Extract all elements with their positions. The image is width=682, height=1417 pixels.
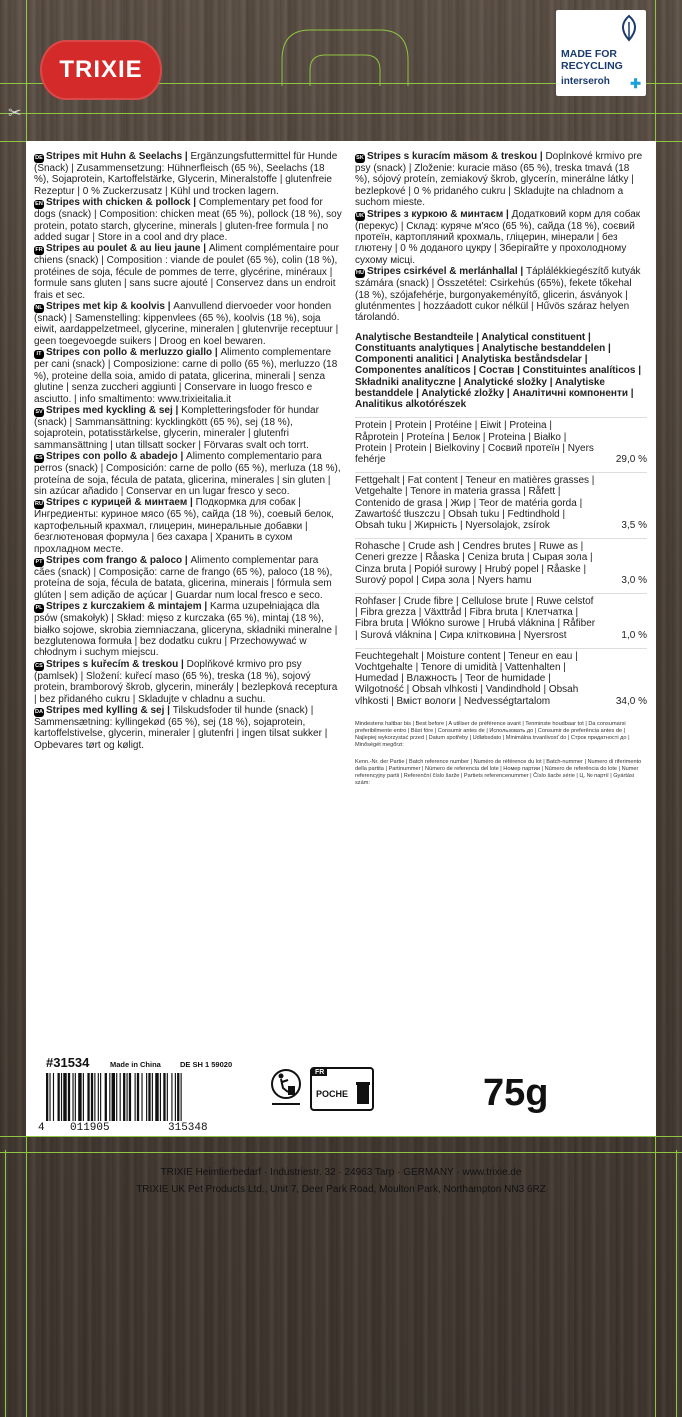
separator: | bbox=[172, 404, 182, 416]
address-uk: TRIXIE UK Pet Products Ltd., Unit 7, Deer Park Road, Moulton Park, Northampton NN3 6RZ bbox=[136, 1184, 546, 1195]
entry-title: Stripes med kylling & sej bbox=[46, 705, 165, 717]
language-column-right bbox=[355, 151, 647, 787]
recycling-text: MADE FOR RECYCLING bbox=[561, 48, 623, 72]
entry-text: Alimento complementare per cani (snack) | Composizione: carne di pollo (65 %), merluzzo (18 %), proteine della soia, amido di patata, glicerina, minerali | senza glutine | senza zuccheri aggiunti | Conservare in luogo fresco e asciutto. | info smaltimento: www.trixieitalia.it bbox=[34, 347, 338, 405]
batch-label: Kenn.-Nr. der Partie | Batch reference number | Numéro de référence du lot | Batch-nummer | Numero di riferimento della partita | Partinummer | Número de referencia del lote | Номер партии | Número de referência do lote | Numer referencyjny partii | Referenční číslo šarže | Partiets referencenummer | Číslo šarže série | Ц. № партії | Gyártási szám: bbox=[355, 758, 642, 786]
triman-poche-label bbox=[310, 1067, 374, 1111]
leaf-icon bbox=[618, 14, 640, 42]
analytics-label: Fettgehalt | Fat content | Teneur en matières grasses | Vetgehalte | Tenore in materia grassa | Råfett | Contenido de grasa | Жир | Teor de matéria gorda | Zawartość tłuszczu | Obsah tuku | Fedtindhold | Obsah tuku | Жирність | Nyersolajok, zsírok bbox=[355, 475, 595, 531]
language-code-badge: EN bbox=[35, 201, 43, 208]
separator: | bbox=[177, 451, 187, 463]
poche-text: POCHE bbox=[316, 1089, 349, 1099]
language-entry-da bbox=[34, 705, 342, 751]
entry-title: Stripes csirkével & merlánhallal bbox=[367, 266, 518, 278]
separator: | bbox=[182, 554, 191, 566]
barcode-bar bbox=[155, 1073, 158, 1121]
language-code-badge: SV bbox=[35, 408, 43, 415]
language-entry-sk bbox=[355, 151, 647, 209]
language-entry-pl bbox=[34, 601, 342, 659]
barcode-bar bbox=[160, 1073, 161, 1121]
entry-text: Kompletteringsfoder för hundar (snack) | Sammansättning: kycklingkött (65 %), sej (18 %), sojaprotein, potatisstärkelse, glycerin, mineraler | glutenfri sammansättning | utan tillsatt socker | Förvaras svalt och torrt. bbox=[34, 404, 319, 451]
entry-title: Stripes with chicken & pollock bbox=[46, 197, 191, 209]
barcode-bar bbox=[105, 1073, 107, 1121]
interseroh-label: interseroh bbox=[561, 76, 610, 87]
article-number: #31534 bbox=[46, 1055, 90, 1070]
language-code-badge: DE bbox=[35, 155, 43, 161]
entry-text: Ergänzungsfuttermittel für Hunde (Snack) | Zusammensetzung: Hühnerfleisch (65 %), Seelachs (18 %), Sojaprotein, Kartoffelstärke, Glycerin, Mineralstoffe | glutenfreie Rezeptur | 0 % Zuckerzusatz | Kühl und trocken lagern. bbox=[34, 151, 338, 197]
trash-person-icon bbox=[270, 1068, 302, 1108]
entry-title: Stripes z kurczakiem & mintajem bbox=[46, 601, 202, 613]
barcode-bar bbox=[53, 1073, 54, 1121]
barcode-bar bbox=[83, 1073, 84, 1121]
analytics-value: 1,0 % bbox=[621, 629, 647, 641]
separator: | bbox=[517, 266, 526, 278]
entry-text: Táplálékkiegészítő kutyák számára (snack) | Összetétel: Csirkehús (65%), fekete tőkehal (18 %), szójafehérje, burgonyakeményítő, glicerin, ásványok | gluténmentes | hozzáadott cukor nélkül | Hűvös száraz helyen tárolandó. bbox=[355, 266, 641, 324]
separator: | bbox=[182, 151, 191, 162]
barcode-bar bbox=[116, 1073, 117, 1121]
hang-hole-outline bbox=[280, 20, 410, 90]
barcode-bar bbox=[177, 1073, 179, 1121]
barcode bbox=[46, 1073, 250, 1121]
barcode-bar bbox=[75, 1073, 76, 1121]
language-entry-it bbox=[34, 347, 342, 405]
ean-digits-left: 011905 bbox=[70, 1122, 110, 1134]
language-entry-fr bbox=[34, 243, 342, 301]
language-code-badge: FR bbox=[35, 247, 43, 254]
production-code: DE SH 1 59020 bbox=[180, 1060, 233, 1069]
ean-digit-lead: 4 bbox=[38, 1122, 45, 1134]
barcode-bar bbox=[63, 1073, 66, 1121]
guide-line-h2 bbox=[0, 113, 682, 114]
analytics-row bbox=[355, 417, 647, 465]
analytics-label: Protein | Protein | Protéine | Eiwit | Proteina | Råprotein | Proteína | Белок | Proteina | Białko | Protein | Protein | Bielkoviny | Coєвий протеїн | Nyers fehérje bbox=[355, 420, 594, 465]
made-for-recycling-badge bbox=[556, 10, 646, 96]
barcode-bar bbox=[112, 1073, 115, 1121]
barcode-bar bbox=[148, 1073, 150, 1121]
language-entry-de bbox=[34, 151, 342, 197]
analytics-value: 34,0 % bbox=[615, 695, 647, 707]
analytics-label: Feuchtegehalt | Moisture content | Teneur en eau | Vochtgehalte | Tenore di umidità | Vattenhalten | Humedad | Влажность | Teor de humidade | Wilgotność | Obsah vlhkosti | Vandindhold | Obsah vlhkosti | Вміст вологи | Nedvességtartalom bbox=[355, 650, 579, 707]
barcode-bar bbox=[72, 1073, 73, 1121]
barcode-bar bbox=[163, 1073, 165, 1121]
separator: | bbox=[187, 497, 196, 509]
entry-title: Stripes з куркою & минтаєм bbox=[367, 208, 504, 220]
barcode-bar bbox=[91, 1073, 93, 1121]
recycle-bin-icon bbox=[356, 1081, 370, 1105]
language-code-badge: RU bbox=[35, 501, 43, 508]
language-entry-es bbox=[34, 451, 342, 497]
scissors-icon: ✂ bbox=[8, 105, 22, 122]
entry-title: Stripes s kuracím mäsom & treskou bbox=[367, 151, 538, 162]
entry-title: Stripes s kuřecím & treskou bbox=[46, 658, 179, 670]
barcode-bar bbox=[175, 1073, 176, 1121]
entry-text: Complementary pet food for dogs (snack) | Composition: chicken meat (65 %), pollock (18 %), soy protein, potato starch, glycerine, minerals | gluten-free formula | no added sugar | Store in a cool and dry place. bbox=[34, 197, 342, 244]
separator: | bbox=[201, 601, 210, 613]
barcode-bar bbox=[123, 1073, 125, 1121]
guide-line-h4 bbox=[0, 1136, 682, 1137]
language-entry-sv bbox=[34, 405, 342, 451]
language-code-badge: HU bbox=[356, 270, 364, 277]
language-code-badge: PT bbox=[35, 558, 43, 565]
analytics-row bbox=[355, 593, 647, 641]
barcode-bar bbox=[120, 1073, 121, 1121]
barcode-bar bbox=[152, 1073, 153, 1121]
entry-title: Stripes met kip & koolvis bbox=[46, 301, 165, 313]
analytics-value: 3,5 % bbox=[621, 519, 647, 531]
language-entry-hu bbox=[355, 266, 647, 324]
entry-text: Aliment complémentaire pour chiens (snack) | Composition : viande de poulet (65 %), colin (18 %), protéines de soja, fécule de pommes de terre, glycérine, minéraux | formule sans gluten | sans sucre ajouté | Conservez dans un endroit frais et sec. bbox=[34, 243, 339, 301]
entry-title: Stripes mit Huhn & Seelachs bbox=[46, 151, 183, 162]
barcode-bar bbox=[171, 1073, 172, 1121]
barcode-bar bbox=[49, 1073, 50, 1121]
analytics-row bbox=[355, 538, 647, 586]
analytics-label: Rohasche | Crude ash | Cendres brutes | Ruwe as | Ceneri grezze | Råaska | Ceniza bruta | Сырая зола | Cinza bruta | Popiół surowy | Hrubý popel | Råaske | Surový popol | Сира зола | Nyers hamu bbox=[355, 541, 593, 586]
separator: | bbox=[164, 705, 173, 717]
entry-text: Alimento complementar para cães (snack) | Composição: carne de frango (65 %), paloco (18 %), proteína de soja, fécula de batata, glicerina, minerais | fórmula sem glúten | sem adição de açúcar | Guardar num local fresco e seco. bbox=[34, 554, 333, 601]
barcode-bar bbox=[87, 1073, 89, 1121]
language-column-left bbox=[34, 151, 342, 751]
separator: | bbox=[164, 301, 174, 313]
barcode-bar bbox=[181, 1073, 182, 1121]
plus-icon: ✚ bbox=[630, 76, 641, 91]
analytics-label: Rohfaser | Crude fibre | Cellulose brute | Ruwe celstof | Fibra grezza | Växttråd | Fibra bruta | Клетчатка | Fibra bruta | Włókno surowe | Hrubá vláknina | Råfiber | Surová vláknina | Сира клітковина | Nyersrost bbox=[355, 595, 596, 641]
entry-title: Stripes com frango & paloco bbox=[46, 554, 183, 566]
barcode-bar bbox=[61, 1073, 62, 1121]
barcode-bar bbox=[46, 1073, 48, 1121]
separator: | bbox=[537, 151, 546, 162]
entry-title: Stripes con pollo & abadejo bbox=[46, 451, 178, 463]
fr-tag: FR bbox=[312, 1069, 327, 1076]
barcode-bar bbox=[167, 1073, 168, 1121]
barcode-bar bbox=[146, 1073, 147, 1121]
barcode-bar bbox=[68, 1073, 70, 1121]
entry-text: Подкормка для собак | Ингредиенты: куриное мясо (65 %), сайда (18 %), соевый белок, картофельный крахмал, глицерин, минеральные добавки | безглютеновая формула | без сахара | Хранить в сухом прохладном месте. bbox=[34, 497, 334, 555]
entry-text: Doplnkové krmivo pre psy (snack) | Zloženie: kuracie mäso (65 %), treska tmavá (18 %), sójový proteín, zemiakový škrob, glycerín, minerálne látky | bezlepkové | 0 % pridaného cukru | Skladujte na chladnom a suchom mieste. bbox=[355, 151, 643, 209]
analytics-row bbox=[355, 472, 647, 531]
entry-title: Stripes con pollo & merluzzo giallo bbox=[46, 347, 213, 359]
entry-text: Alimento complementario para perros (snack) | Composición: carne de pollo (65 %), merluza (18 %), proteína de soja, fécula de patata, glicerina, minerales | sin gluten | sin azúcar añadido | Conservar en un lugar fresco y seco. bbox=[34, 451, 341, 497]
barcode-bar bbox=[94, 1073, 95, 1121]
barcode-bar bbox=[137, 1073, 139, 1121]
ean-digits-right: 315348 bbox=[168, 1122, 208, 1134]
entry-title: Stripes med kyckling & sej bbox=[46, 404, 173, 416]
entry-text: Tilskudsfoder til hunde (snack) | Sammensætning: kyllingekød (65 %), sej (18 %), sojaprotein, kartoffelstivelse, glycerin, mineraler | glutenfri | ingen tilsat sukker | Opbevares tørt og køligt. bbox=[34, 705, 328, 751]
language-entry-cs bbox=[34, 659, 342, 705]
language-entry-ru bbox=[34, 497, 342, 555]
entry-text: Додатковий корм для собак (перекус) | Склад: куряче м'ясо (65 %), сайда (18 %), соєвий протеїн, картопляний крохмаль, гліцерин, мінерали | без глютену | 0 % доданого цукру | Зберігайте у прохолодному сухому місці. bbox=[355, 208, 641, 266]
barcode-bar bbox=[135, 1073, 136, 1121]
separator: | bbox=[190, 197, 199, 209]
trixie-logo: TRIXIE bbox=[40, 40, 162, 100]
barcode-bar bbox=[58, 1073, 60, 1121]
guide-line-h5 bbox=[0, 1152, 682, 1153]
language-entry-nl bbox=[34, 301, 342, 347]
language-entry-uk bbox=[355, 209, 647, 267]
address-germany: TRIXIE Heimtierbedarf · Industriestr. 32 · 24963 Tarp · GERMANY · www.trixie.de bbox=[160, 1167, 522, 1178]
language-code-badge: SK bbox=[356, 155, 364, 161]
language-entry-en bbox=[34, 197, 342, 243]
made-in-label: Made in China bbox=[110, 1060, 161, 1069]
language-code-badge: UK bbox=[356, 212, 364, 219]
entry-text: Aanvullend diervoeder voor honden (snack) | Samenstelling: kippenvlees (65 %), koolvis (18 %), soja eiwit, aardappelzetmeel, glycerine, mineralen | glutenvrije receptuur | geen toegevoegde suikers | Droog en koel bewaren. bbox=[34, 301, 339, 347]
language-code-badge: CS bbox=[35, 662, 43, 669]
barcode-bar bbox=[129, 1073, 131, 1121]
barcode-bar bbox=[141, 1073, 142, 1121]
language-code-badge: IT bbox=[34, 350, 44, 359]
language-code-badge: DA bbox=[35, 709, 43, 716]
net-weight: 75g bbox=[483, 1072, 549, 1114]
barcode-bar bbox=[127, 1073, 128, 1121]
language-entry-pt bbox=[34, 555, 342, 601]
info-panel bbox=[26, 141, 656, 1136]
entry-title: Stripes au poulet & au lieu jaune bbox=[46, 243, 201, 255]
barcode-bar bbox=[109, 1073, 110, 1121]
analytics-value: 3,0 % bbox=[621, 574, 647, 586]
language-code-badge: NL bbox=[35, 305, 43, 312]
separator: | bbox=[503, 208, 512, 220]
barcode-bar bbox=[100, 1073, 101, 1121]
language-code-badge: PL bbox=[35, 605, 43, 612]
analytics-heading: Analytische Bestandteile | Analytical constituent | Constituants analytiques | Analytische bestanddelen | Componenti analitici | Analytiska beståndsdelar | Componentes analíticos | Состав | Constituintes analíticos | Składniki analityczne | Analytické složky | Analytiske bestanddele | Analytické zložky | Аналітичні компоненти | Analitikus alkotórészek bbox=[355, 331, 642, 411]
barcode-bar bbox=[78, 1073, 81, 1121]
entry-text: Doplňkové krmivo pro psy (pamlsek) | Složení: kuřecí maso (65 %), treska (18 %), sojový protein, bramborový škrob, glycerin, minerály | bezlepková receptura | bez přidaného cukru | Skladujte v chladnu a suchu. bbox=[34, 658, 338, 705]
analytics-row bbox=[355, 648, 647, 707]
best-before-label: Mindestens haltbar bis | Best before | A utiliser de préférence avant | Tenminste houdbaar tot | Da consumarsi preferibilmente entro | Bäst före | Consumir antes de | Использовать до | Consumir de preferência antes de | Najlepiej wykorzystać przed | Datum spotřeby | Udløbsdato | Minimálna trvanlivosť do | Строк придатності до | Minőségét megőrzi: bbox=[355, 720, 630, 748]
barcode-bar bbox=[98, 1073, 99, 1121]
separator: | bbox=[212, 347, 221, 359]
separator: | bbox=[200, 243, 209, 255]
separator: | bbox=[178, 658, 187, 670]
entry-title: Stripes с курицей & минтаем bbox=[46, 497, 188, 509]
entry-text: Karma uzupełniająca dla psów (smakołyk) | Skład: mięso z kurczaka (65 %), mintaj (18 %), białko sojowe, skrobia ziemniaczana, gliceryna, składniki mineralne | bezglutenowa formuła | bez dodatku cukru | Przechowywać w chłodnym i suchym miejscu. bbox=[34, 601, 338, 659]
analytics-value: 29,0 % bbox=[615, 453, 647, 465]
language-code-badge: ES bbox=[35, 455, 43, 462]
